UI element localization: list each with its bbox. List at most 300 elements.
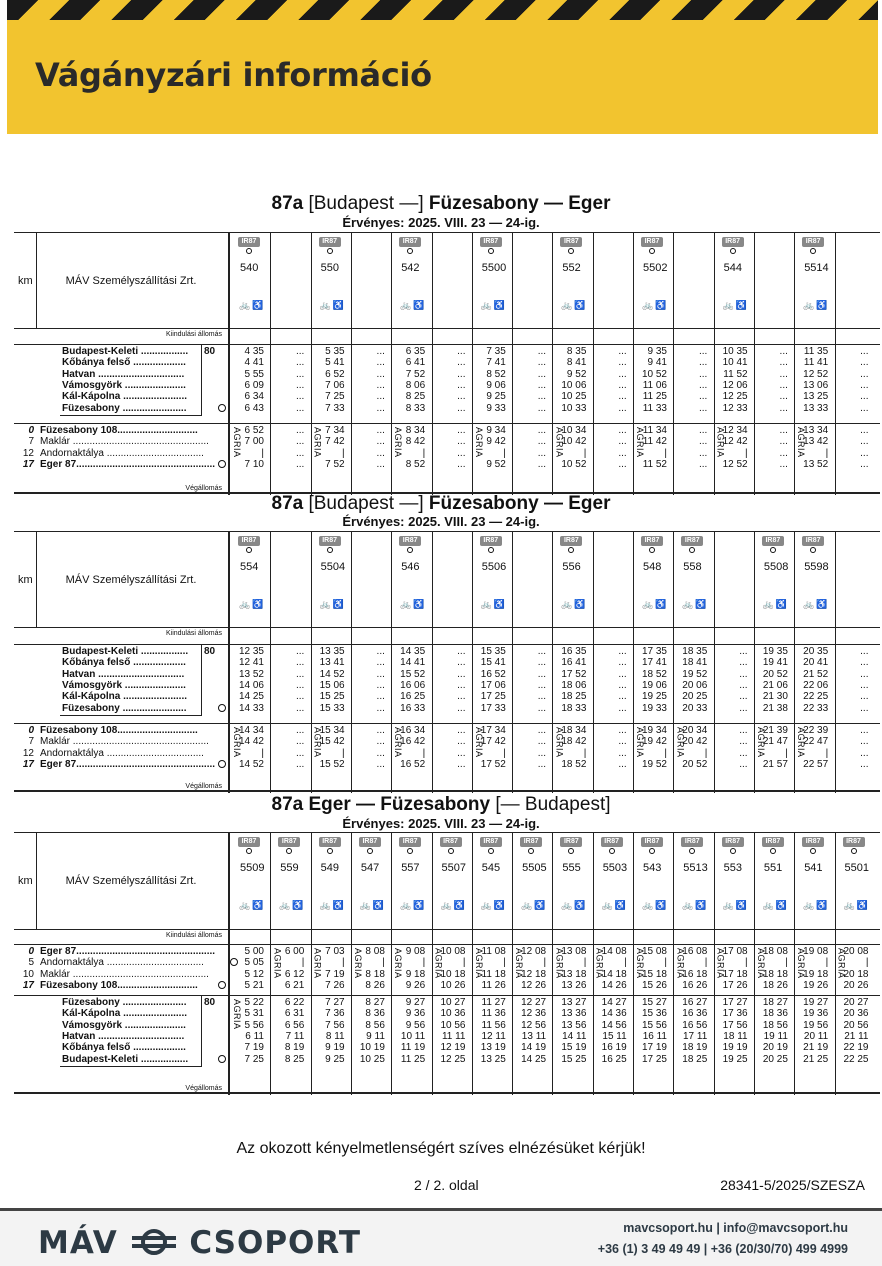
time-cell: ... xyxy=(618,747,627,759)
station-km: 0 xyxy=(28,425,34,436)
time-cell: ... xyxy=(739,691,748,703)
wheelchair-icon: ♿ xyxy=(332,599,345,609)
stops-marker-icon xyxy=(730,248,736,254)
time-cell: ... xyxy=(618,691,627,703)
time-cell: 11 33 xyxy=(642,402,667,414)
time-cell: ... xyxy=(295,679,305,691)
bus-replacement-label: AGRIA xyxy=(554,427,565,458)
time-cell: 7 52 xyxy=(405,368,426,380)
time-cell: ... xyxy=(537,458,547,470)
connection-table-ref: 80 xyxy=(204,646,216,657)
grid-line xyxy=(14,944,880,945)
time-cell: ... xyxy=(618,758,627,770)
bus-replacement-label: AGRIA xyxy=(393,427,404,458)
train-category-badge: IR87 xyxy=(802,536,824,546)
train-number: 542 xyxy=(401,262,420,274)
time-cell: 17 36 xyxy=(722,1008,748,1020)
time-cell: 22 06 xyxy=(803,679,829,691)
train-number: 549 xyxy=(320,862,339,874)
time-cell: 17 19 xyxy=(641,1042,667,1054)
time-cell: 11 06 xyxy=(642,379,667,391)
time-cell: | xyxy=(664,957,667,969)
time-cell: 9 52 xyxy=(566,368,587,380)
train-number: 5514 xyxy=(804,262,829,274)
station-km: 7 xyxy=(28,436,34,448)
terminus-marker-icon xyxy=(218,1055,226,1063)
train-category-badge: IR87 xyxy=(238,837,260,847)
station-name: Hatvan ............................... xyxy=(62,1030,185,1042)
station-km: 17 xyxy=(22,458,34,470)
time-cell: 13 26 xyxy=(561,979,587,991)
train-number: 551 xyxy=(763,862,783,874)
train-category-badge: IR87 xyxy=(560,536,582,546)
time-cell: ... xyxy=(698,379,708,391)
station-bracket xyxy=(60,995,202,1067)
time-cell: ... xyxy=(376,402,385,414)
time-cell: ... xyxy=(618,702,627,714)
time-cell: 7 19 xyxy=(244,1042,264,1054)
time-cell: 7 52 xyxy=(325,458,345,470)
time-cell: ... xyxy=(457,702,466,714)
time-cell: 10 11 xyxy=(400,1030,426,1042)
train-category-badge: IR87 xyxy=(520,837,542,847)
time-cell: | xyxy=(422,957,426,969)
time-cell: 7 11 xyxy=(285,1030,305,1042)
time-cell: 11 36 xyxy=(481,1008,506,1020)
train-number: 548 xyxy=(643,561,662,573)
time-cell: ... xyxy=(457,646,466,657)
time-cell: 7 06 xyxy=(325,379,345,391)
train-category-badge: IR87 xyxy=(480,237,502,247)
time-cell: 13 25 xyxy=(480,1053,506,1065)
time-cell: 5 00 xyxy=(244,946,264,957)
time-cell: ... xyxy=(618,458,627,470)
time-cell: 7 00 xyxy=(244,436,264,448)
time-cell: 10 41 xyxy=(722,357,748,369)
footer xyxy=(0,1208,882,1266)
time-cell: 6 22 xyxy=(284,997,305,1008)
time-cell: ... xyxy=(457,458,466,470)
time-cell: 16 06 xyxy=(400,679,426,691)
station-km: 10 xyxy=(22,968,34,980)
time-cell: 20 26 xyxy=(843,979,869,991)
bus-replacement-label: AGRIA xyxy=(393,948,404,979)
bicycle-icon: 🚲 xyxy=(843,900,856,910)
bicycle-icon: 🚲 xyxy=(803,300,816,310)
time-cell: 20 36 xyxy=(843,1008,869,1020)
time-cell: 5 41 xyxy=(325,357,345,369)
train-category-badge: IR87 xyxy=(440,837,462,847)
time-cell: | xyxy=(462,957,466,969)
time-cell: 5 56 xyxy=(244,1019,264,1031)
time-cell: ... xyxy=(457,736,466,748)
time-cell: ... xyxy=(537,679,547,691)
wheelchair-icon: ♿ xyxy=(493,300,507,310)
time-cell: 7 42 xyxy=(325,436,345,448)
station-name: Füzesabony ....................... xyxy=(62,997,187,1008)
time-cell: 7 34 xyxy=(325,425,345,436)
time-cell: 11 56 xyxy=(481,1019,506,1031)
time-cell: ... xyxy=(295,702,305,714)
time-cell: 16 18 xyxy=(682,968,708,980)
time-cell: ... xyxy=(457,391,466,403)
train-category-badge: IR87 xyxy=(278,837,300,847)
wheelchair-icon: ♿ xyxy=(574,599,587,609)
bus-replacement-label: AGRIA xyxy=(675,727,686,758)
time-cell: | xyxy=(865,957,869,969)
time-cell: 13 42 xyxy=(803,436,829,448)
time-cell: 8 42 xyxy=(405,436,426,448)
train-number: 5598 xyxy=(804,561,829,573)
time-cell: 19 25 xyxy=(722,1053,748,1065)
station-name: Budapest-Keleti ................. xyxy=(62,1053,189,1065)
wheelchair-icon: ♿ xyxy=(695,599,708,609)
station-name: Andornaktálya ................................... xyxy=(40,447,204,459)
time-cell: ... xyxy=(295,402,305,414)
bus-replacement-label: AGRIA xyxy=(473,948,484,979)
time-cell: 17 08 xyxy=(722,946,748,957)
time-cell: ... xyxy=(860,758,869,770)
time-cell: 12 56 xyxy=(521,1019,547,1031)
time-cell: 18 26 xyxy=(762,979,788,991)
time-cell: ... xyxy=(698,368,708,380)
time-cell: 13 41 xyxy=(319,657,345,669)
time-cell: 9 35 xyxy=(647,346,667,357)
grid-line xyxy=(14,423,880,424)
wheelchair-icon: ♿ xyxy=(453,900,466,910)
time-cell: ... xyxy=(295,391,305,403)
time-cell: 19 08 xyxy=(803,946,829,957)
stops-marker-icon xyxy=(770,547,776,553)
train-number: 5509 xyxy=(240,862,265,874)
time-cell: ... xyxy=(537,391,547,403)
station-name: Kál-Kápolna ....................... xyxy=(62,691,188,703)
bus-replacement-label: AGRIA xyxy=(796,427,807,458)
time-cell: 14 26 xyxy=(601,979,627,991)
train-category-badge: IR87 xyxy=(802,837,824,847)
time-cell: 7 36 xyxy=(325,1008,345,1020)
time-cell: 20 33 xyxy=(682,702,708,714)
bus-replacement-label: AGRIA xyxy=(312,727,323,758)
time-cell: 20 25 xyxy=(762,1053,788,1065)
time-cell: 10 08 xyxy=(440,946,466,957)
timetable-title xyxy=(0,194,882,214)
time-cell: ... xyxy=(537,436,547,448)
time-cell: 20 27 xyxy=(843,997,869,1008)
time-cell: ... xyxy=(457,346,466,357)
time-cell: 17 42 xyxy=(480,736,506,748)
time-cell: 5 22 xyxy=(244,997,264,1008)
time-cell: 19 18 xyxy=(803,968,829,980)
time-cell: 11 08 xyxy=(481,946,506,957)
time-cell: 12 52 xyxy=(803,368,829,380)
wheelchair-icon: ♿ xyxy=(372,900,386,910)
time-cell: 8 06 xyxy=(405,379,426,391)
bicycle-icon: 🚲 xyxy=(642,300,655,310)
timetable-grid xyxy=(14,832,880,1094)
time-cell: ... xyxy=(295,725,305,736)
time-cell: 20 52 xyxy=(762,668,788,680)
time-cell: 9 18 xyxy=(405,968,426,980)
time-cell: 7 25 xyxy=(244,1053,264,1065)
time-cell: 17 11 xyxy=(683,1030,708,1042)
wheelchair-icon: ♿ xyxy=(775,599,789,609)
time-cell: 17 06 xyxy=(480,679,506,691)
stops-marker-icon xyxy=(407,547,413,553)
bicycle-icon: 🚲 xyxy=(762,900,776,910)
train-number: 5513 xyxy=(683,862,708,874)
time-cell: 21 47 xyxy=(762,736,788,748)
station-name: Maklár ................................................. xyxy=(40,736,209,748)
time-cell: 8 25 xyxy=(284,1053,305,1065)
time-cell: 21 06 xyxy=(762,679,788,691)
time-cell: ... xyxy=(739,747,748,759)
time-cell: ... xyxy=(739,702,748,714)
train-category-badge: IR87 xyxy=(762,837,784,847)
train-number: 5501 xyxy=(844,862,869,874)
time-cell: 17 18 xyxy=(722,968,748,980)
time-cell: 10 34 xyxy=(561,425,587,436)
time-cell: ... xyxy=(537,447,547,459)
line-number: 87a xyxy=(271,193,304,214)
time-cell: 13 33 xyxy=(803,402,829,414)
time-cell: 16 19 xyxy=(601,1042,627,1054)
line-number: 87a xyxy=(271,794,304,815)
time-cell: 20 25 xyxy=(682,691,708,703)
bicycle-icon: 🚲 xyxy=(561,599,574,609)
time-cell: 6 52 xyxy=(325,368,345,380)
time-cell: 17 33 xyxy=(480,702,506,714)
station-name: Maklár ................................................. xyxy=(40,968,209,980)
time-cell: 12 36 xyxy=(521,1008,547,1020)
time-cell: 20 18 xyxy=(843,968,869,980)
time-cell: ... xyxy=(295,668,305,680)
station-km: 5 xyxy=(28,957,34,969)
station-bracket xyxy=(60,644,202,716)
time-cell: 14 19 xyxy=(521,1042,547,1054)
time-cell: ... xyxy=(860,691,869,703)
wheelchair-icon: ♿ xyxy=(655,900,668,910)
time-cell: 16 27 xyxy=(682,997,708,1008)
wheelchair-icon: ♿ xyxy=(735,900,748,910)
train-category-badge: IR87 xyxy=(641,237,663,247)
terminus-marker-icon xyxy=(218,704,226,712)
wheelchair-icon: ♿ xyxy=(332,300,345,310)
time-cell: 10 42 xyxy=(561,436,587,448)
time-cell: ... xyxy=(376,747,385,759)
time-cell: | xyxy=(825,447,829,459)
time-cell: 16 25 xyxy=(601,1053,627,1065)
time-cell: 10 27 xyxy=(440,997,466,1008)
time-cell: ... xyxy=(457,436,466,448)
time-cell: 15 35 xyxy=(480,646,506,657)
time-cell: ... xyxy=(295,357,305,369)
time-cell: 9 34 xyxy=(486,425,506,436)
time-cell: 15 56 xyxy=(641,1019,667,1031)
train-number: 550 xyxy=(320,262,339,274)
time-cell: 16 34 xyxy=(400,725,426,736)
time-cell: ... xyxy=(537,657,547,669)
stops-marker-icon xyxy=(246,547,252,553)
time-cell: ... xyxy=(779,402,788,414)
end-station-label: Végállomás xyxy=(185,1085,222,1092)
time-cell: ... xyxy=(739,758,748,770)
time-cell: 7 26 xyxy=(325,979,345,991)
time-cell: 8 25 xyxy=(405,391,426,403)
time-cell: 15 25 xyxy=(561,1053,587,1065)
stops-marker-icon xyxy=(246,248,252,254)
time-cell: | xyxy=(825,957,829,969)
time-cell: ... xyxy=(860,425,869,436)
bicycle-icon: 🚲 xyxy=(561,900,574,910)
time-cell: 6 34 xyxy=(244,391,264,403)
time-cell: 7 27 xyxy=(325,997,345,1008)
train-category-badge: IR87 xyxy=(238,536,260,546)
bicycle-icon: 🚲 xyxy=(239,599,252,609)
station-name: Budapest-Keleti ................. xyxy=(62,646,189,657)
time-cell: ... xyxy=(376,646,385,657)
time-cell: 15 36 xyxy=(641,1008,667,1020)
wheelchair-icon: ♿ xyxy=(292,900,305,910)
time-cell: 17 41 xyxy=(641,657,667,669)
grid-line xyxy=(14,328,880,329)
time-cell: ... xyxy=(860,391,869,403)
time-cell: 19 33 xyxy=(641,702,667,714)
train-number: 552 xyxy=(562,262,581,274)
time-cell: 18 52 xyxy=(641,668,667,680)
contact-web-email[interactable]: mavcsoport.hu | info@mavcsoport.hu xyxy=(623,1221,848,1235)
station-name: Füzesabony 108............................. xyxy=(40,725,198,736)
time-cell: | xyxy=(704,747,708,759)
time-cell: 16 25 xyxy=(400,691,426,703)
bus-replacement-label: AGRIA xyxy=(272,948,283,979)
time-cell: ... xyxy=(376,702,385,714)
line-number: 87a xyxy=(271,493,304,514)
wheelchair-icon: ♿ xyxy=(775,900,789,910)
hazard-stripes xyxy=(7,0,878,20)
time-cell: ... xyxy=(457,691,466,703)
bicycle-icon: 🚲 xyxy=(319,300,332,310)
time-cell: ... xyxy=(698,402,708,414)
time-cell: 16 26 xyxy=(682,979,708,991)
time-cell: 16 41 xyxy=(561,657,587,669)
train-category-badge: IR87 xyxy=(560,837,582,847)
page-number: 2 / 2. oldal xyxy=(414,1177,479,1193)
time-cell: 7 33 xyxy=(325,402,345,414)
time-cell: ... xyxy=(295,691,305,703)
time-cell: 8 41 xyxy=(566,357,587,369)
train-category-badge: IR87 xyxy=(802,237,824,247)
time-cell: ... xyxy=(698,447,708,459)
station-name: Füzesabony 108............................. xyxy=(40,979,198,991)
time-cell: 18 34 xyxy=(561,725,587,736)
terminus-marker-icon xyxy=(218,760,226,768)
time-cell: 12 42 xyxy=(722,436,748,448)
wheelchair-icon: ♿ xyxy=(574,300,587,310)
time-cell: 18 36 xyxy=(762,1008,788,1020)
time-cell: 7 35 xyxy=(486,346,506,357)
train-category-badge: IR87 xyxy=(319,837,341,847)
train-number: 5506 xyxy=(481,561,507,573)
time-cell: 13 19 xyxy=(480,1042,506,1054)
time-cell: 14 25 xyxy=(521,1053,547,1065)
station-name: Eger 87.................................................. xyxy=(40,758,216,770)
bus-replacement-label: AGRIA xyxy=(715,948,726,979)
time-cell: 12 11 xyxy=(481,1030,506,1042)
time-cell: ... xyxy=(739,679,748,691)
time-cell: ... xyxy=(295,758,305,770)
time-cell: 11 26 xyxy=(481,979,506,991)
timetable-title xyxy=(0,494,882,514)
train-category-badge: IR87 xyxy=(722,837,744,847)
station-name: Budapest-Keleti ................. xyxy=(62,346,189,357)
wheelchair-icon: ♿ xyxy=(534,900,547,910)
time-cell: 17 27 xyxy=(722,997,748,1008)
time-cell: ... xyxy=(376,391,385,403)
train-category-badge: IR87 xyxy=(681,837,703,847)
connection-table-ref: 80 xyxy=(204,346,216,357)
logo-text-left: MÁV xyxy=(38,1225,118,1261)
time-cell: 8 35 xyxy=(566,346,587,357)
time-cell: 15 18 xyxy=(641,968,667,980)
bus-replacement-label: AGRIA xyxy=(554,948,565,979)
bicycle-icon: 🚲 xyxy=(440,900,453,910)
time-cell: 13 11 xyxy=(521,1030,547,1042)
station-name: Kőbánya felső ................... xyxy=(62,357,186,369)
time-cell: ... xyxy=(376,691,385,703)
time-cell: ... xyxy=(376,447,385,459)
time-cell: 13 56 xyxy=(561,1019,587,1031)
time-cell: 15 52 xyxy=(400,668,426,680)
bus-replacement-label: AGRIA xyxy=(312,948,323,979)
stops-marker-icon xyxy=(327,248,333,254)
bus-replacement-label: AGRIA xyxy=(232,427,242,458)
grid-line xyxy=(14,929,880,930)
time-cell: 17 34 xyxy=(480,725,506,736)
time-cell: | xyxy=(341,747,345,759)
time-cell: 15 41 xyxy=(480,657,506,669)
time-cell: 14 36 xyxy=(601,1008,627,1020)
time-cell: 14 11 xyxy=(562,1030,587,1042)
time-cell: 13 36 xyxy=(561,1008,587,1020)
time-cell: 22 47 xyxy=(803,736,829,748)
time-cell: ... xyxy=(376,436,385,448)
time-cell: ... xyxy=(457,758,466,770)
time-cell: ... xyxy=(860,368,869,380)
time-cell: 13 52 xyxy=(803,458,829,470)
time-cell: 5 31 xyxy=(244,1008,264,1020)
train-category-badge: IR87 xyxy=(641,837,663,847)
bicycle-icon: 🚲 xyxy=(279,900,292,910)
start-station-label: Kiindulási állomás xyxy=(165,932,222,939)
bicycle-icon: 🚲 xyxy=(480,599,494,609)
time-cell: 14 33 xyxy=(238,702,264,714)
time-cell: 13 25 xyxy=(803,391,829,403)
time-cell: ... xyxy=(457,747,466,759)
time-cell: ... xyxy=(860,657,869,669)
time-cell: ... xyxy=(739,736,748,748)
time-cell: 14 18 xyxy=(601,968,627,980)
time-cell: ... xyxy=(618,668,627,680)
time-cell: 22 25 xyxy=(843,1053,869,1065)
company-name: MÁV Személyszállítási Zrt. xyxy=(65,875,197,887)
station-name: Vámosgyörk ...................... xyxy=(62,679,186,691)
time-cell: 20 34 xyxy=(682,725,708,736)
station-km: 7 xyxy=(28,736,34,748)
time-cell: 9 11 xyxy=(366,1030,385,1042)
time-cell: ... xyxy=(779,368,788,380)
km-label: km xyxy=(18,275,33,287)
